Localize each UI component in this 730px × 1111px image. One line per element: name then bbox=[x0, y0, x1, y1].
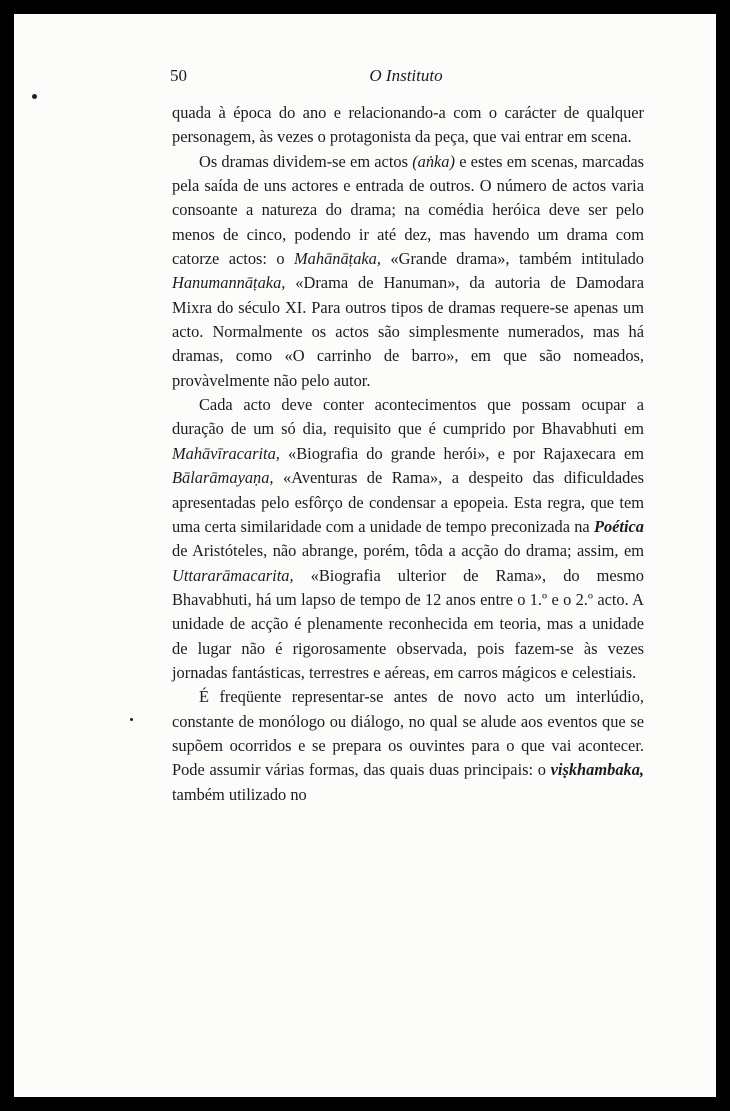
text-run: «Grande drama», também intitulado bbox=[380, 249, 644, 269]
emphasized-text: Bālarāmayaṇa, bbox=[172, 468, 274, 488]
body-text bbox=[172, 101, 644, 807]
text-run: quada à época do ano e relacionando-a com o carácter de qualquer personagem, às vezes o protagonista da peça, que vai entrar em scena. bbox=[172, 103, 644, 147]
book-page bbox=[14, 14, 716, 1097]
running-title: O Instituto bbox=[369, 66, 443, 85]
text-run: de Aristóteles, não abrange, porém, tôda a acção do drama; assim, em bbox=[172, 541, 644, 561]
text-run: Os dramas dividem-se em actos bbox=[199, 151, 413, 171]
paragraph bbox=[172, 393, 644, 685]
text-run: «Biografia ulterior de Rama», do mesmo Bhavabhuti, há um lapso de tempo de 12 anos entre o 1.º e o 2.º acto. A unidade de acção é plenamente reconhecida em teoria, mas a unidade de lugar não é rigorosamente observada, pois fazem-se às vezes jornadas fantásticas, terrestres e aéreas, em carros mágicos e celestiais. bbox=[172, 565, 644, 682]
text-run: «Aventuras de Rama», a despeito das dificuldades apresentadas pelo esfôrço de condensar a epopeia. Esta regra, que tem uma certa similaridade com a unidade de tempo preconizada na bbox=[172, 468, 644, 536]
emphasized-text: Mahānāṭaka, bbox=[294, 249, 381, 269]
text-run: «Biografia do grande herói», e por Rajaxecara em bbox=[279, 443, 644, 463]
margin-dot bbox=[32, 94, 37, 99]
emphasized-text: Poética bbox=[593, 516, 644, 536]
emphasized-text: Mahāvīracarita, bbox=[172, 443, 280, 463]
emphasized-text: viṣkhambaka, bbox=[550, 760, 644, 780]
page-header bbox=[170, 66, 642, 88]
emphasized-text: Hanumannāṭaka, bbox=[172, 273, 286, 293]
paragraph bbox=[172, 150, 644, 393]
margin-dot bbox=[130, 718, 133, 721]
text-run: também utilizado no bbox=[172, 784, 307, 804]
text-run: «Drama de Hanuman», da autoria de Damodara Mixra do século XI. Para outros tipos de dramas requere-se apenas um acto. Normalmente os actos são simplesmente numerados, mas há dramas, como «O carrinho de barro», em que são nomeados, provàvelmente não pelo autor. bbox=[172, 273, 644, 390]
emphasized-text: (aṅka) bbox=[412, 151, 455, 171]
page-number: 50 bbox=[170, 66, 187, 85]
text-run: É freqüente representar-se antes de novo acto um interlúdio, constante de monólogo ou diálogo, no qual se alude aos eventos que se supõem ocorridos e se prepara os ouvintes para o que vai acontecer. Pode assumir várias formas, das quais duas principais: o bbox=[172, 687, 644, 780]
paragraph bbox=[172, 685, 644, 807]
text-run: Cada acto deve conter acontecimentos que possam ocupar a duração de um só dia, requisito que é cumprido por Bhavabhuti em bbox=[172, 395, 644, 439]
paragraph bbox=[172, 101, 644, 150]
text-run: e estes em scenas, marcadas pela saída de uns actores e entrada de outros. O número de actos varia consoante a natureza do drama; na comédia heróica deve ser pelo menos de cinco, podendo ir até dez, mas havendo um drama com catorze actos: o bbox=[172, 151, 644, 269]
emphasized-text: Uttararāmacarita, bbox=[172, 565, 294, 585]
